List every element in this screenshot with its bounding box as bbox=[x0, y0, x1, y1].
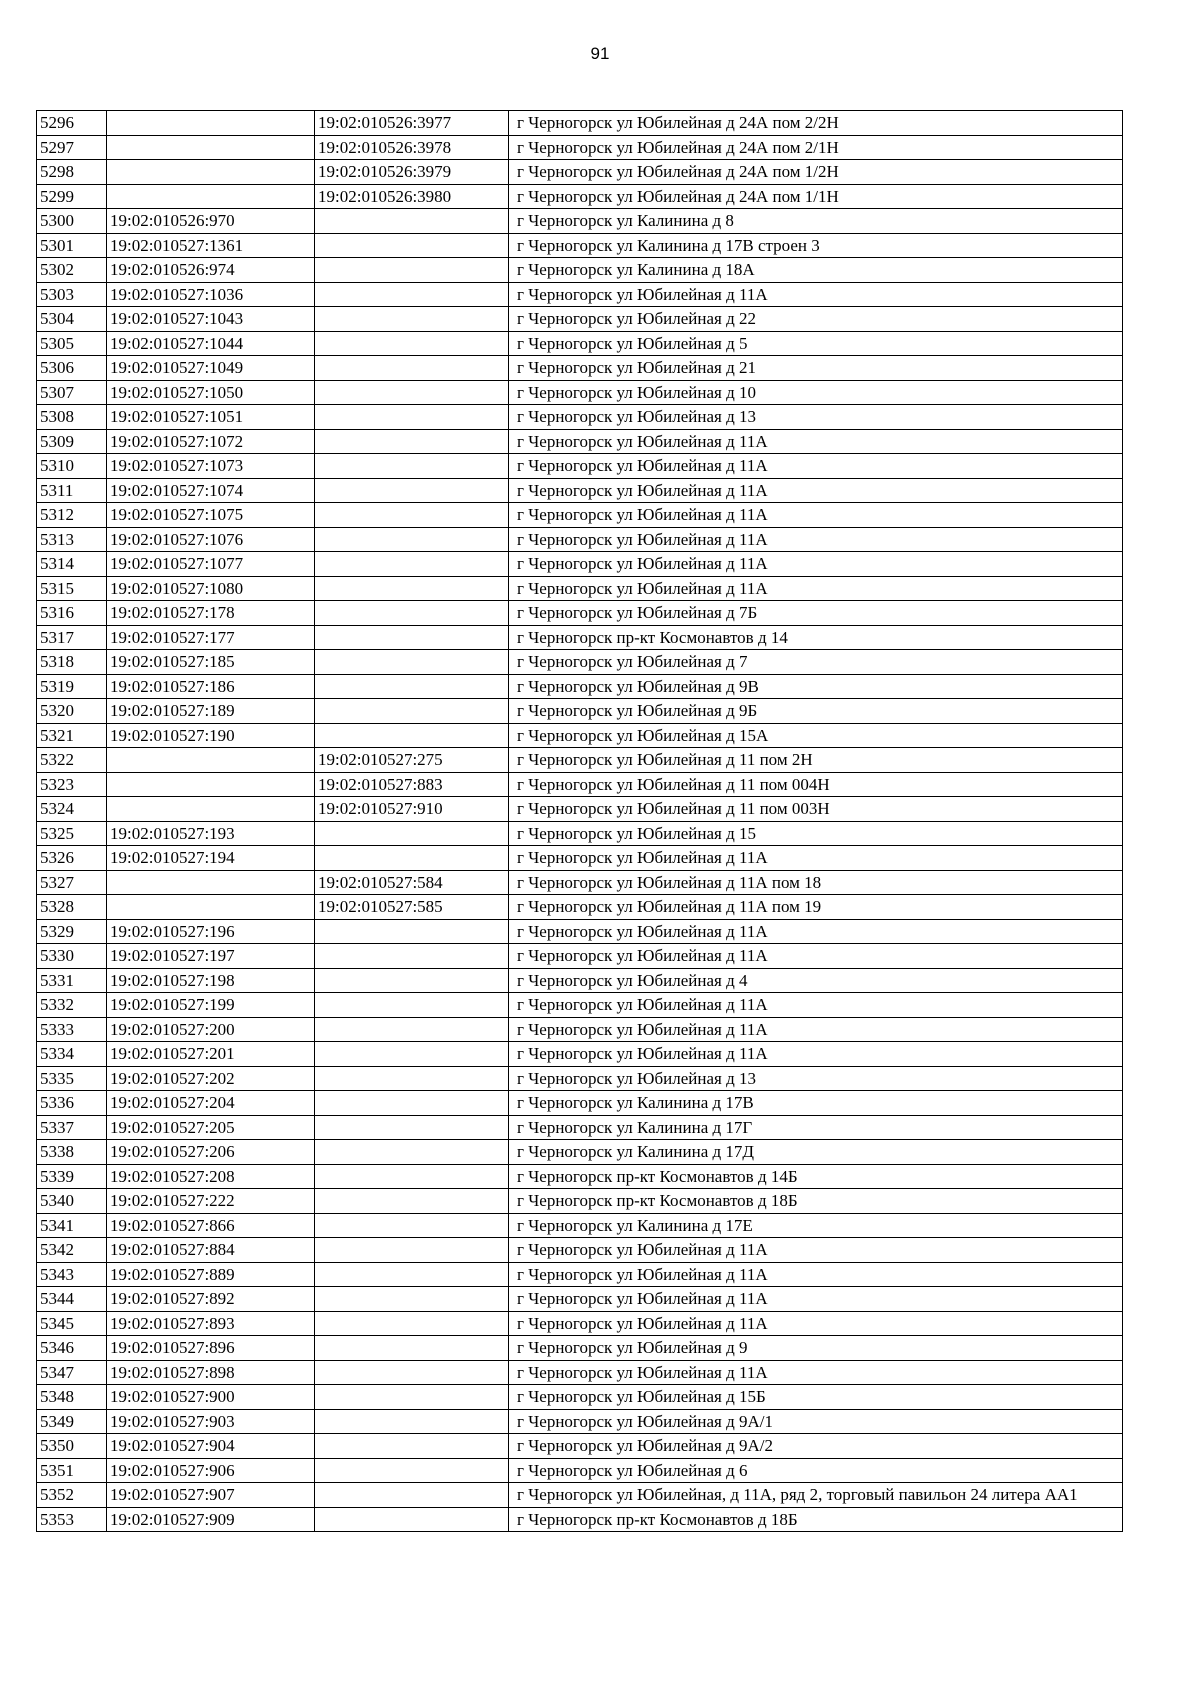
table-row bbox=[37, 478, 1123, 503]
address-cell: г Черногорск ул Юбилейная д 11А bbox=[509, 527, 1123, 552]
premises-cadastral-number-cell bbox=[315, 1238, 509, 1263]
premises-cadastral-number-cell bbox=[315, 944, 509, 969]
address-cell: г Черногорск ул Калинина д 17Д bbox=[509, 1140, 1123, 1165]
cadastral-number-cell: 19:02:010527:206 bbox=[107, 1140, 315, 1165]
premises-cadastral-number-cell bbox=[315, 1287, 509, 1312]
table-row bbox=[37, 1042, 1123, 1067]
premises-cadastral-number-cell bbox=[315, 1360, 509, 1385]
premises-cadastral-number-cell bbox=[315, 846, 509, 871]
address-cell: г Черногорск ул Юбилейная д 11А пом 18 bbox=[509, 870, 1123, 895]
table-row bbox=[37, 1434, 1123, 1459]
table-row bbox=[37, 674, 1123, 699]
premises-cadastral-number-cell bbox=[315, 1091, 509, 1116]
address-cell: г Черногорск ул Юбилейная д 11 пом 2Н bbox=[509, 748, 1123, 773]
cadastral-number-cell: 19:02:010527:889 bbox=[107, 1262, 315, 1287]
cadastral-number-cell: 19:02:010527:1074 bbox=[107, 478, 315, 503]
premises-cadastral-number-cell bbox=[315, 258, 509, 283]
register-table bbox=[36, 110, 1123, 1532]
table-row bbox=[37, 625, 1123, 650]
table-row bbox=[37, 1115, 1123, 1140]
table-row bbox=[37, 870, 1123, 895]
address-cell: г Черногорск ул Калинина д 8 bbox=[509, 209, 1123, 234]
row-number-cell: 5315 bbox=[37, 576, 107, 601]
premises-cadastral-number-cell: 19:02:010526:3977 bbox=[315, 111, 509, 136]
cadastral-number-cell: 19:02:010527:197 bbox=[107, 944, 315, 969]
row-number-cell: 5297 bbox=[37, 135, 107, 160]
address-cell: г Черногорск ул Юбилейная д 11А bbox=[509, 1360, 1123, 1385]
row-number-cell: 5312 bbox=[37, 503, 107, 528]
address-cell: г Черногорск ул Юбилейная д 9 bbox=[509, 1336, 1123, 1361]
address-cell: г Черногорск пр-кт Космонавтов д 18Б bbox=[509, 1507, 1123, 1532]
cadastral-number-cell: 19:02:010527:907 bbox=[107, 1483, 315, 1508]
address-cell: г Черногорск ул Юбилейная д 11А bbox=[509, 993, 1123, 1018]
cadastral-number-cell: 19:02:010527:198 bbox=[107, 968, 315, 993]
table-row bbox=[37, 1017, 1123, 1042]
row-number-cell: 5328 bbox=[37, 895, 107, 920]
premises-cadastral-number-cell: 19:02:010526:3979 bbox=[315, 160, 509, 185]
table-row bbox=[37, 1507, 1123, 1532]
row-number-cell: 5296 bbox=[37, 111, 107, 136]
row-number-cell: 5311 bbox=[37, 478, 107, 503]
table-row bbox=[37, 1483, 1123, 1508]
cadastral-number-cell: 19:02:010527:898 bbox=[107, 1360, 315, 1385]
table-row bbox=[37, 650, 1123, 675]
cadastral-number-cell: 19:02:010527:1050 bbox=[107, 380, 315, 405]
table-row bbox=[37, 209, 1123, 234]
address-cell: г Черногорск ул Юбилейная д 9Б bbox=[509, 699, 1123, 724]
row-number-cell: 5314 bbox=[37, 552, 107, 577]
row-number-cell: 5345 bbox=[37, 1311, 107, 1336]
premises-cadastral-number-cell: 19:02:010527:910 bbox=[315, 797, 509, 822]
table-row bbox=[37, 1213, 1123, 1238]
row-number-cell: 5326 bbox=[37, 846, 107, 871]
cadastral-number-cell bbox=[107, 748, 315, 773]
premises-cadastral-number-cell bbox=[315, 356, 509, 381]
table-row bbox=[37, 356, 1123, 381]
table-row bbox=[37, 1189, 1123, 1214]
table-row bbox=[37, 1091, 1123, 1116]
cadastral-number-cell bbox=[107, 135, 315, 160]
address-cell: г Черногорск пр-кт Космонавтов д 14Б bbox=[509, 1164, 1123, 1189]
address-cell: г Черногорск ул Калинина д 17Е bbox=[509, 1213, 1123, 1238]
address-cell: г Черногорск ул Юбилейная д 15 bbox=[509, 821, 1123, 846]
row-number-cell: 5308 bbox=[37, 405, 107, 430]
premises-cadastral-number-cell bbox=[315, 1140, 509, 1165]
address-cell: г Черногорск ул Юбилейная д 11А пом 19 bbox=[509, 895, 1123, 920]
table-row bbox=[37, 772, 1123, 797]
cadastral-number-cell: 19:02:010527:1073 bbox=[107, 454, 315, 479]
premises-cadastral-number-cell bbox=[315, 919, 509, 944]
cadastral-number-cell: 19:02:010527:906 bbox=[107, 1458, 315, 1483]
premises-cadastral-number-cell: 19:02:010527:584 bbox=[315, 870, 509, 895]
premises-cadastral-number-cell bbox=[315, 625, 509, 650]
cadastral-number-cell: 19:02:010527:201 bbox=[107, 1042, 315, 1067]
row-number-cell: 5305 bbox=[37, 331, 107, 356]
table-row bbox=[37, 1409, 1123, 1434]
address-cell: г Черногорск пр-кт Космонавтов д 18Б bbox=[509, 1189, 1123, 1214]
cadastral-number-cell: 19:02:010527:193 bbox=[107, 821, 315, 846]
table-row bbox=[37, 1311, 1123, 1336]
cadastral-number-cell: 19:02:010527:1036 bbox=[107, 282, 315, 307]
table-row bbox=[37, 1262, 1123, 1287]
table-row bbox=[37, 258, 1123, 283]
row-number-cell: 5331 bbox=[37, 968, 107, 993]
table-row bbox=[37, 993, 1123, 1018]
cadastral-number-cell: 19:02:010527:208 bbox=[107, 1164, 315, 1189]
cadastral-number-cell: 19:02:010527:194 bbox=[107, 846, 315, 871]
table-row bbox=[37, 454, 1123, 479]
cadastral-number-cell bbox=[107, 111, 315, 136]
premises-cadastral-number-cell bbox=[315, 527, 509, 552]
address-cell: г Черногорск ул Юбилейная д 11А bbox=[509, 429, 1123, 454]
table-row bbox=[37, 160, 1123, 185]
cadastral-number-cell: 19:02:010527:896 bbox=[107, 1336, 315, 1361]
page-number: 91 bbox=[590, 44, 610, 63]
table-row bbox=[37, 1360, 1123, 1385]
row-number-cell: 5352 bbox=[37, 1483, 107, 1508]
table-row bbox=[37, 503, 1123, 528]
premises-cadastral-number-cell bbox=[315, 454, 509, 479]
row-number-cell: 5304 bbox=[37, 307, 107, 332]
table-row bbox=[37, 748, 1123, 773]
premises-cadastral-number-cell bbox=[315, 723, 509, 748]
row-number-cell: 5306 bbox=[37, 356, 107, 381]
address-cell: г Черногорск ул Калинина д 17В строен 3 bbox=[509, 233, 1123, 258]
table-row bbox=[37, 1164, 1123, 1189]
premises-cadastral-number-cell bbox=[315, 1262, 509, 1287]
table-row bbox=[37, 282, 1123, 307]
table-row bbox=[37, 1287, 1123, 1312]
premises-cadastral-number-cell bbox=[315, 503, 509, 528]
address-cell: г Черногорск ул Юбилейная д 5 bbox=[509, 331, 1123, 356]
row-number-cell: 5321 bbox=[37, 723, 107, 748]
address-cell: г Черногорск ул Юбилейная д 13 bbox=[509, 1066, 1123, 1091]
table-row bbox=[37, 1140, 1123, 1165]
address-cell: г Черногорск ул Юбилейная д 24А пом 1/2Н bbox=[509, 160, 1123, 185]
table-row bbox=[37, 1458, 1123, 1483]
cadastral-number-cell: 19:02:010527:196 bbox=[107, 919, 315, 944]
table-row bbox=[37, 1066, 1123, 1091]
row-number-cell: 5342 bbox=[37, 1238, 107, 1263]
cadastral-number-cell: 19:02:010527:190 bbox=[107, 723, 315, 748]
address-cell: г Черногорск ул Юбилейная д 11А bbox=[509, 1017, 1123, 1042]
premises-cadastral-number-cell: 19:02:010527:585 bbox=[315, 895, 509, 920]
row-number-cell: 5319 bbox=[37, 674, 107, 699]
table-row bbox=[37, 331, 1123, 356]
row-number-cell: 5299 bbox=[37, 184, 107, 209]
address-cell: г Черногорск ул Юбилейная д 9В bbox=[509, 674, 1123, 699]
cadastral-number-cell bbox=[107, 895, 315, 920]
premises-cadastral-number-cell bbox=[315, 968, 509, 993]
table-row bbox=[37, 846, 1123, 871]
premises-cadastral-number-cell bbox=[315, 1042, 509, 1067]
row-number-cell: 5344 bbox=[37, 1287, 107, 1312]
row-number-cell: 5307 bbox=[37, 380, 107, 405]
table-row bbox=[37, 1385, 1123, 1410]
address-cell: г Черногорск ул Юбилейная д 11А bbox=[509, 919, 1123, 944]
premises-cadastral-number-cell: 19:02:010526:3980 bbox=[315, 184, 509, 209]
row-number-cell: 5340 bbox=[37, 1189, 107, 1214]
row-number-cell: 5333 bbox=[37, 1017, 107, 1042]
address-cell: г Черногорск ул Юбилейная д 11А bbox=[509, 576, 1123, 601]
row-number-cell: 5350 bbox=[37, 1434, 107, 1459]
cadastral-number-cell: 19:02:010527:205 bbox=[107, 1115, 315, 1140]
table-row bbox=[37, 233, 1123, 258]
cadastral-number-cell: 19:02:010527:222 bbox=[107, 1189, 315, 1214]
premises-cadastral-number-cell bbox=[315, 674, 509, 699]
premises-cadastral-number-cell bbox=[315, 576, 509, 601]
cadastral-number-cell: 19:02:010527:177 bbox=[107, 625, 315, 650]
premises-cadastral-number-cell bbox=[315, 1189, 509, 1214]
address-cell: г Черногорск ул Юбилейная д 11А bbox=[509, 846, 1123, 871]
row-number-cell: 5318 bbox=[37, 650, 107, 675]
cadastral-number-cell: 19:02:010527:904 bbox=[107, 1434, 315, 1459]
cadastral-number-cell: 19:02:010527:1072 bbox=[107, 429, 315, 454]
premises-cadastral-number-cell: 19:02:010527:275 bbox=[315, 748, 509, 773]
row-number-cell: 5298 bbox=[37, 160, 107, 185]
table-row bbox=[37, 968, 1123, 993]
row-number-cell: 5343 bbox=[37, 1262, 107, 1287]
row-number-cell: 5300 bbox=[37, 209, 107, 234]
row-number-cell: 5347 bbox=[37, 1360, 107, 1385]
premises-cadastral-number-cell bbox=[315, 1336, 509, 1361]
address-cell: г Черногорск ул Юбилейная д 9А/1 bbox=[509, 1409, 1123, 1434]
premises-cadastral-number-cell bbox=[315, 233, 509, 258]
row-number-cell: 5323 bbox=[37, 772, 107, 797]
row-number-cell: 5324 bbox=[37, 797, 107, 822]
row-number-cell: 5309 bbox=[37, 429, 107, 454]
premises-cadastral-number-cell bbox=[315, 209, 509, 234]
row-number-cell: 5338 bbox=[37, 1140, 107, 1165]
cadastral-number-cell: 19:02:010527:1361 bbox=[107, 233, 315, 258]
row-number-cell: 5349 bbox=[37, 1409, 107, 1434]
cadastral-number-cell: 19:02:010527:202 bbox=[107, 1066, 315, 1091]
cadastral-number-cell bbox=[107, 870, 315, 895]
address-cell: г Черногорск ул Юбилейная д 13 bbox=[509, 405, 1123, 430]
cadastral-number-cell: 19:02:010527:1049 bbox=[107, 356, 315, 381]
cadastral-number-cell: 19:02:010527:1051 bbox=[107, 405, 315, 430]
table-row bbox=[37, 723, 1123, 748]
table-row bbox=[37, 135, 1123, 160]
address-cell: г Черногорск ул Юбилейная д 9А/2 bbox=[509, 1434, 1123, 1459]
premises-cadastral-number-cell bbox=[315, 331, 509, 356]
table-row bbox=[37, 601, 1123, 626]
table-row bbox=[37, 380, 1123, 405]
address-cell: г Черногорск ул Юбилейная д 11А bbox=[509, 454, 1123, 479]
row-number-cell: 5335 bbox=[37, 1066, 107, 1091]
address-cell: г Черногорск ул Калинина д 17Г bbox=[509, 1115, 1123, 1140]
address-cell: г Черногорск ул Юбилейная д 24А пом 1/1Н bbox=[509, 184, 1123, 209]
table-row bbox=[37, 552, 1123, 577]
cadastral-number-cell: 19:02:010527:900 bbox=[107, 1385, 315, 1410]
cadastral-number-cell: 19:02:010527:200 bbox=[107, 1017, 315, 1042]
address-cell: г Черногорск ул Юбилейная д 10 bbox=[509, 380, 1123, 405]
table-row bbox=[37, 307, 1123, 332]
address-cell: г Черногорск ул Юбилейная д 22 bbox=[509, 307, 1123, 332]
address-cell: г Черногорск ул Юбилейная д 7Б bbox=[509, 601, 1123, 626]
address-cell: г Черногорск ул Юбилейная д 24А пом 2/1Н bbox=[509, 135, 1123, 160]
row-number-cell: 5325 bbox=[37, 821, 107, 846]
cadastral-number-cell: 19:02:010527:204 bbox=[107, 1091, 315, 1116]
table-row bbox=[37, 184, 1123, 209]
table-row bbox=[37, 821, 1123, 846]
row-number-cell: 5339 bbox=[37, 1164, 107, 1189]
row-number-cell: 5346 bbox=[37, 1336, 107, 1361]
cadastral-number-cell: 19:02:010527:1043 bbox=[107, 307, 315, 332]
table-row bbox=[37, 527, 1123, 552]
premises-cadastral-number-cell bbox=[315, 650, 509, 675]
row-number-cell: 5316 bbox=[37, 601, 107, 626]
row-number-cell: 5330 bbox=[37, 944, 107, 969]
premises-cadastral-number-cell bbox=[315, 282, 509, 307]
cadastral-number-cell bbox=[107, 797, 315, 822]
premises-cadastral-number-cell bbox=[315, 307, 509, 332]
table-row bbox=[37, 1336, 1123, 1361]
premises-cadastral-number-cell: 19:02:010526:3978 bbox=[315, 135, 509, 160]
premises-cadastral-number-cell bbox=[315, 1434, 509, 1459]
cadastral-number-cell: 19:02:010527:1080 bbox=[107, 576, 315, 601]
table-row bbox=[37, 576, 1123, 601]
premises-cadastral-number-cell: 19:02:010527:883 bbox=[315, 772, 509, 797]
premises-cadastral-number-cell bbox=[315, 478, 509, 503]
table-row bbox=[37, 944, 1123, 969]
premises-cadastral-number-cell bbox=[315, 380, 509, 405]
row-number-cell: 5327 bbox=[37, 870, 107, 895]
row-number-cell: 5303 bbox=[37, 282, 107, 307]
address-cell: г Черногорск ул Юбилейная д 24А пом 2/2Н bbox=[509, 111, 1123, 136]
premises-cadastral-number-cell bbox=[315, 1507, 509, 1532]
row-number-cell: 5351 bbox=[37, 1458, 107, 1483]
table-row bbox=[37, 919, 1123, 944]
table-row bbox=[37, 895, 1123, 920]
cadastral-number-cell bbox=[107, 184, 315, 209]
cadastral-number-cell: 19:02:010527:1044 bbox=[107, 331, 315, 356]
address-cell: г Черногорск ул Юбилейная д 11А bbox=[509, 552, 1123, 577]
address-cell: г Черногорск ул Юбилейная д 11 пом 004Н bbox=[509, 772, 1123, 797]
cadastral-number-cell bbox=[107, 772, 315, 797]
cadastral-number-cell: 19:02:010527:199 bbox=[107, 993, 315, 1018]
cadastral-number-cell: 19:02:010527:903 bbox=[107, 1409, 315, 1434]
address-cell: г Черногорск ул Юбилейная д 11А bbox=[509, 1042, 1123, 1067]
row-number-cell: 5322 bbox=[37, 748, 107, 773]
premises-cadastral-number-cell bbox=[315, 1213, 509, 1238]
address-cell: г Черногорск ул Юбилейная д 11А bbox=[509, 282, 1123, 307]
row-number-cell: 5317 bbox=[37, 625, 107, 650]
address-cell: г Черногорск ул Юбилейная д 11А bbox=[509, 1311, 1123, 1336]
premises-cadastral-number-cell bbox=[315, 1017, 509, 1042]
premises-cadastral-number-cell bbox=[315, 1115, 509, 1140]
address-cell: г Черногорск ул Юбилейная д 21 bbox=[509, 356, 1123, 381]
table-row bbox=[37, 797, 1123, 822]
address-cell: г Черногорск ул Юбилейная, д 11А, ряд 2, торговый павильон 24 литера АА1 bbox=[509, 1483, 1123, 1508]
row-number-cell: 5332 bbox=[37, 993, 107, 1018]
premises-cadastral-number-cell bbox=[315, 699, 509, 724]
table-row bbox=[37, 429, 1123, 454]
premises-cadastral-number-cell bbox=[315, 993, 509, 1018]
row-number-cell: 5301 bbox=[37, 233, 107, 258]
premises-cadastral-number-cell bbox=[315, 821, 509, 846]
row-number-cell: 5329 bbox=[37, 919, 107, 944]
address-cell: г Черногорск ул Калинина д 18А bbox=[509, 258, 1123, 283]
row-number-cell: 5336 bbox=[37, 1091, 107, 1116]
cadastral-number-cell bbox=[107, 160, 315, 185]
cadastral-number-cell: 19:02:010526:974 bbox=[107, 258, 315, 283]
cadastral-number-cell: 19:02:010527:884 bbox=[107, 1238, 315, 1263]
premises-cadastral-number-cell bbox=[315, 601, 509, 626]
premises-cadastral-number-cell bbox=[315, 1164, 509, 1189]
address-cell: г Черногорск ул Юбилейная д 4 bbox=[509, 968, 1123, 993]
premises-cadastral-number-cell bbox=[315, 1385, 509, 1410]
address-cell: г Черногорск ул Юбилейная д 15Б bbox=[509, 1385, 1123, 1410]
premises-cadastral-number-cell bbox=[315, 1066, 509, 1091]
row-number-cell: 5337 bbox=[37, 1115, 107, 1140]
row-number-cell: 5353 bbox=[37, 1507, 107, 1532]
address-cell: г Черногорск ул Юбилейная д 11А bbox=[509, 944, 1123, 969]
address-cell: г Черногорск ул Юбилейная д 11 пом 003Н bbox=[509, 797, 1123, 822]
table-row bbox=[37, 699, 1123, 724]
cadastral-number-cell: 19:02:010527:189 bbox=[107, 699, 315, 724]
cadastral-number-cell: 19:02:010527:185 bbox=[107, 650, 315, 675]
address-cell: г Черногорск ул Юбилейная д 6 bbox=[509, 1458, 1123, 1483]
address-cell: г Черногорск пр-кт Космонавтов д 14 bbox=[509, 625, 1123, 650]
address-cell: г Черногорск ул Юбилейная д 11А bbox=[509, 1287, 1123, 1312]
table-row bbox=[37, 111, 1123, 136]
register-table-body bbox=[37, 111, 1123, 1532]
cadastral-number-cell: 19:02:010527:1076 bbox=[107, 527, 315, 552]
premises-cadastral-number-cell bbox=[315, 1458, 509, 1483]
row-number-cell: 5320 bbox=[37, 699, 107, 724]
table-row bbox=[37, 405, 1123, 430]
cadastral-number-cell: 19:02:010527:892 bbox=[107, 1287, 315, 1312]
cadastral-number-cell: 19:02:010527:1077 bbox=[107, 552, 315, 577]
premises-cadastral-number-cell bbox=[315, 552, 509, 577]
premises-cadastral-number-cell bbox=[315, 405, 509, 430]
cadastral-number-cell: 19:02:010527:178 bbox=[107, 601, 315, 626]
address-cell: г Черногорск ул Юбилейная д 11А bbox=[509, 503, 1123, 528]
premises-cadastral-number-cell bbox=[315, 1311, 509, 1336]
cadastral-number-cell: 19:02:010527:893 bbox=[107, 1311, 315, 1336]
premises-cadastral-number-cell bbox=[315, 1483, 509, 1508]
address-cell: г Черногорск ул Юбилейная д 15А bbox=[509, 723, 1123, 748]
row-number-cell: 5310 bbox=[37, 454, 107, 479]
row-number-cell: 5348 bbox=[37, 1385, 107, 1410]
cadastral-number-cell: 19:02:010527:1075 bbox=[107, 503, 315, 528]
address-cell: г Черногорск ул Юбилейная д 7 bbox=[509, 650, 1123, 675]
table-row bbox=[37, 1238, 1123, 1263]
address-cell: г Черногорск ул Юбилейная д 11А bbox=[509, 1238, 1123, 1263]
premises-cadastral-number-cell bbox=[315, 1409, 509, 1434]
address-cell: г Черногорск ул Калинина д 17В bbox=[509, 1091, 1123, 1116]
premises-cadastral-number-cell bbox=[315, 429, 509, 454]
row-number-cell: 5334 bbox=[37, 1042, 107, 1067]
address-cell: г Черногорск ул Юбилейная д 11А bbox=[509, 478, 1123, 503]
row-number-cell: 5302 bbox=[37, 258, 107, 283]
row-number-cell: 5341 bbox=[37, 1213, 107, 1238]
cadastral-number-cell: 19:02:010527:909 bbox=[107, 1507, 315, 1532]
address-cell: г Черногорск ул Юбилейная д 11А bbox=[509, 1262, 1123, 1287]
cadastral-number-cell: 19:02:010526:970 bbox=[107, 209, 315, 234]
cadastral-number-cell: 19:02:010527:866 bbox=[107, 1213, 315, 1238]
row-number-cell: 5313 bbox=[37, 527, 107, 552]
cadastral-number-cell: 19:02:010527:186 bbox=[107, 674, 315, 699]
